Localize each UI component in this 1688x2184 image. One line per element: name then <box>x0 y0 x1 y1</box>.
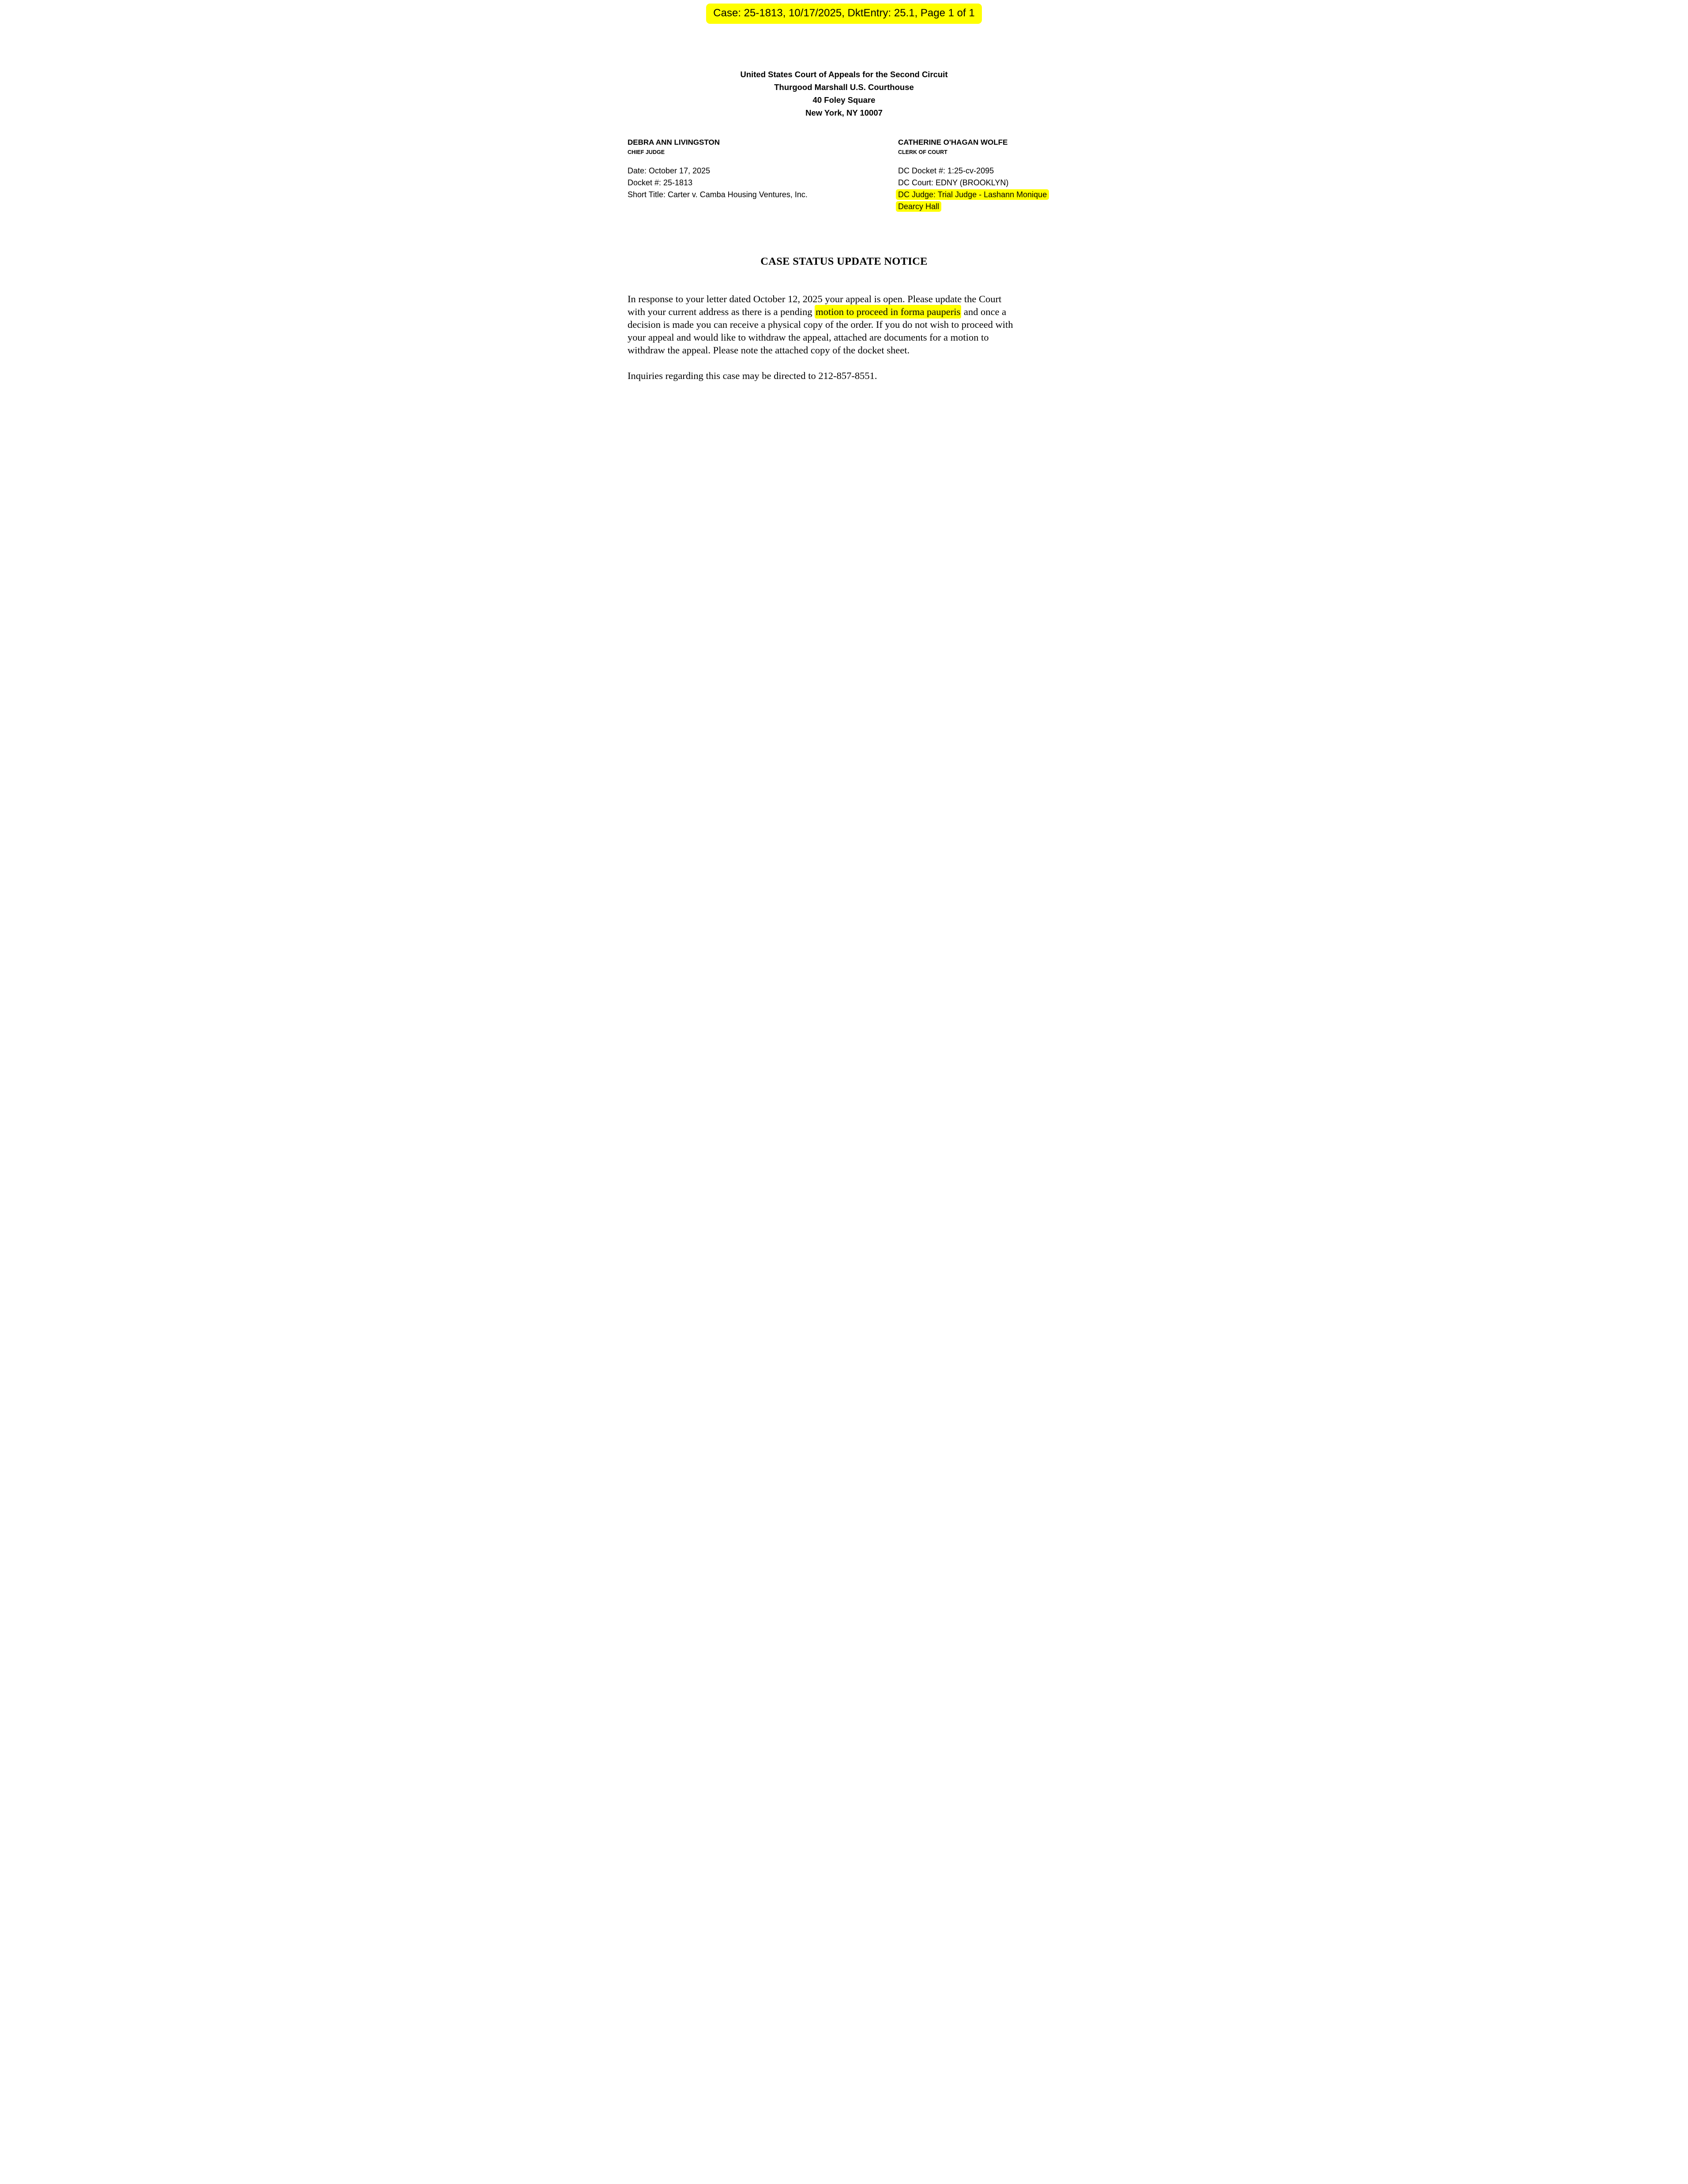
case-field: Docket #: 25-1813 <box>628 178 693 187</box>
court-address-line: 40 Foley Square <box>812 95 876 105</box>
court-address-block <box>563 68 1125 119</box>
chief-judge-block <box>628 138 898 213</box>
docket-stamp-row <box>563 0 1125 24</box>
case-info-columns <box>563 138 1125 213</box>
chief-judge-name: DEBRA ANN LIVINGSTON <box>628 138 720 146</box>
case-field: Short Title: Carter v. Camba Housing Ventures, Inc. <box>628 190 808 199</box>
case-field: Date: October 17, 2025 <box>628 166 711 175</box>
body-text-segment: withdraw the appeal. Please note the attached copy of the docket sheet. <box>628 345 910 356</box>
inquiries-line: Inquiries regarding this case may be directed to 212-857-8551. <box>628 370 877 381</box>
highlighted-text: DC Judge: Trial Judge - Lashann Monique Dearcy Hall <box>896 189 1049 212</box>
court-address-line: New York, NY 10007 <box>805 108 883 117</box>
case-fields-left <box>628 165 898 201</box>
body-text-segment: your appeal and would like to withdraw the appeal, attached are documents for a motion to <box>628 332 989 343</box>
body-text-segment: decision is made you can receive a physical copy of the order. If you do not wish to proceed with <box>628 319 1013 330</box>
court-address-line: Thurgood Marshall U.S. Courthouse <box>774 83 914 92</box>
notice-body <box>563 293 1061 356</box>
case-field: DC Docket #: 1:25-cv-2095 <box>898 166 994 175</box>
clerk-role: CLERK OF COURT <box>898 149 947 155</box>
body-line <box>628 318 1061 331</box>
document-page <box>563 0 1125 728</box>
clerk-block <box>898 138 1070 213</box>
body-text-segment: with your current address as there is a pending <box>628 306 815 317</box>
body-line <box>628 344 1061 356</box>
body-line <box>628 331 1061 344</box>
clerk-name: CATHERINE O'HAGAN WOLFE <box>898 138 1008 146</box>
case-field: DC Court: EDNY (BROOKLYN) <box>898 178 1009 187</box>
court-address-line: United States Court of Appeals for the Second Circuit <box>740 70 948 79</box>
body-text-segment: In response to your letter dated October 12, 2025 your appeal is open. Please update the Court <box>628 293 1002 304</box>
case-field <box>898 189 1070 213</box>
highlighted-text: motion to proceed in forma pauperis <box>815 305 961 319</box>
case-fields-right <box>898 165 1070 213</box>
body-text-segment: and once a <box>961 306 1007 317</box>
body-line <box>628 293 1061 305</box>
notice-title: CASE STATUS UPDATE NOTICE <box>760 255 928 267</box>
body-line <box>628 305 1061 318</box>
chief-judge-role: CHIEF JUDGE <box>628 149 665 155</box>
docket-stamp: Case: 25-1813, 10/17/2025, DktEntry: 25.1, Page 1 of 1 <box>706 4 981 24</box>
